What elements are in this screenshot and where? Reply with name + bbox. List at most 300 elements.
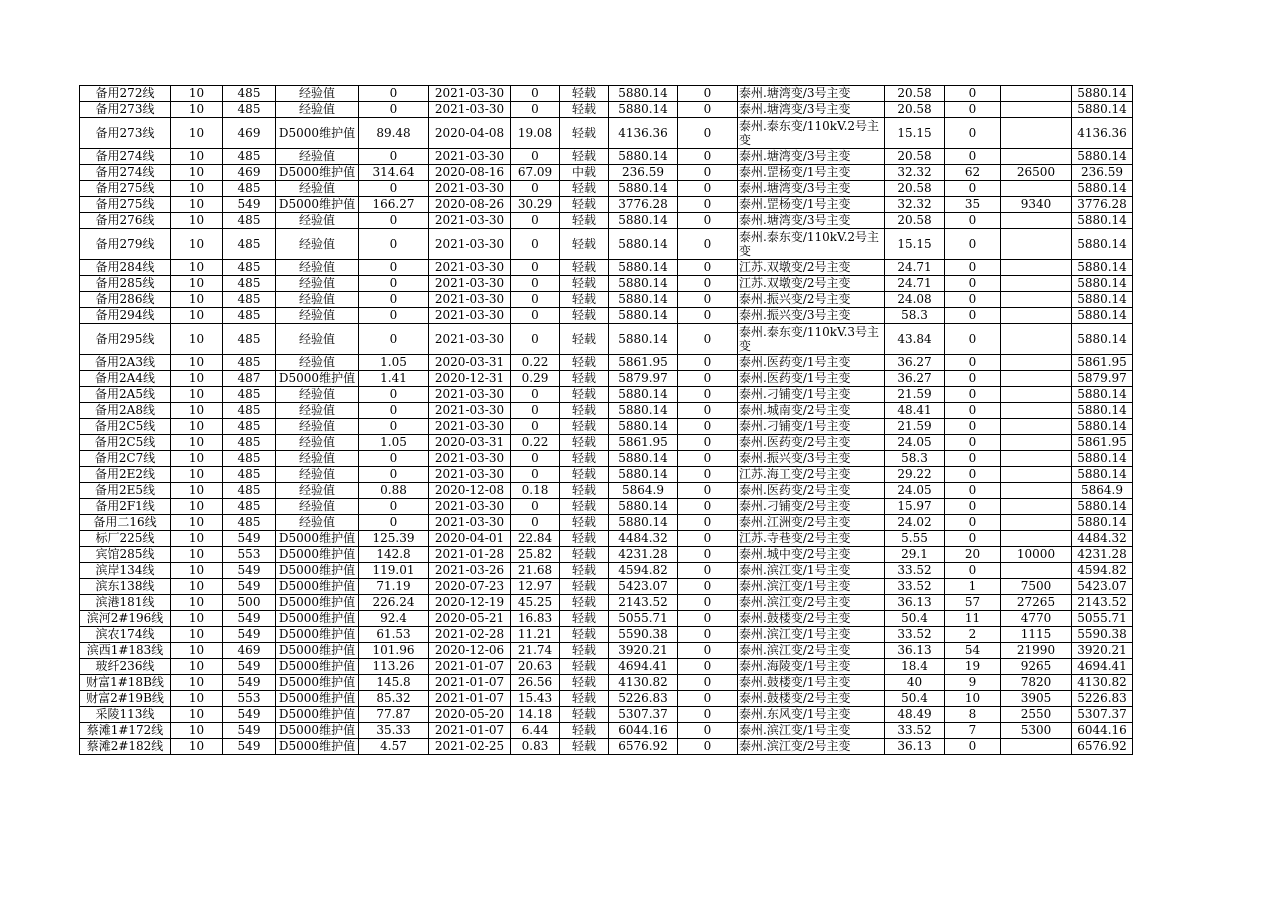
cell-date[interactable]: 2020-03-31 bbox=[429, 435, 511, 451]
cell-remaining-capacity[interactable]: 5880.14 bbox=[1072, 213, 1133, 229]
cell-transformer-load-rate[interactable]: 36.13 bbox=[885, 595, 945, 611]
cell-col-14[interactable] bbox=[1001, 739, 1072, 755]
cell-col-10[interactable]: 0 bbox=[678, 165, 738, 181]
cell-substation-transformer[interactable]: 泰州.振兴变/3号主变 bbox=[738, 308, 885, 324]
cell-col-10[interactable]: 0 bbox=[678, 451, 738, 467]
cell-available-capacity[interactable]: 5880.14 bbox=[609, 515, 678, 531]
cell-date[interactable]: 2021-03-30 bbox=[429, 229, 511, 260]
cell-load-status[interactable]: 轻载 bbox=[560, 515, 609, 531]
cell-load-rate[interactable]: 0 bbox=[511, 260, 560, 276]
cell-transformer-load-rate[interactable]: 24.71 bbox=[885, 276, 945, 292]
cell-available-capacity[interactable]: 2143.52 bbox=[609, 595, 678, 611]
cell-col-13[interactable]: 8 bbox=[945, 707, 1001, 723]
cell-substation-transformer[interactable]: 泰州.罡杨变/1号主变 bbox=[738, 197, 885, 213]
cell-date[interactable]: 2020-04-08 bbox=[429, 118, 511, 149]
cell-col-10[interactable]: 0 bbox=[678, 547, 738, 563]
cell-max-current[interactable]: 89.48 bbox=[359, 118, 429, 149]
cell-substation-transformer[interactable]: 泰州.滨江变/2号主变 bbox=[738, 595, 885, 611]
cell-col-14[interactable]: 10000 bbox=[1001, 547, 1072, 563]
cell-col-14[interactable] bbox=[1001, 308, 1072, 324]
cell-remaining-capacity[interactable]: 5307.37 bbox=[1072, 707, 1133, 723]
cell-line-name[interactable]: 滨农174线 bbox=[80, 627, 171, 643]
cell-col-13[interactable]: 9 bbox=[945, 675, 1001, 691]
cell-max-current[interactable]: 77.87 bbox=[359, 707, 429, 723]
cell-substation-transformer[interactable]: 泰州.泰东变/110kV.3号主变 bbox=[738, 324, 885, 355]
cell-col-13[interactable]: 2 bbox=[945, 627, 1001, 643]
cell-substation-transformer[interactable]: 泰州.鼓楼变/2号主变 bbox=[738, 611, 885, 627]
cell-substation-transformer[interactable]: 泰州.海陵变/1号主变 bbox=[738, 659, 885, 675]
cell-load-rate[interactable]: 0 bbox=[511, 308, 560, 324]
cell-available-capacity[interactable]: 4694.41 bbox=[609, 659, 678, 675]
cell-substation-transformer[interactable]: 泰州.滨江变/1号主变 bbox=[738, 723, 885, 739]
cell-date[interactable]: 2021-03-30 bbox=[429, 181, 511, 197]
cell-substation-transformer[interactable]: 泰州.滨江变/1号主变 bbox=[738, 579, 885, 595]
cell-remaining-capacity[interactable]: 4694.41 bbox=[1072, 659, 1133, 675]
cell-line-name[interactable]: 备用2E5线 bbox=[80, 483, 171, 499]
cell-line-name[interactable]: 蔡滩1#172线 bbox=[80, 723, 171, 739]
cell-line-name[interactable]: 宾馆285线 bbox=[80, 547, 171, 563]
cell-col-13[interactable]: 0 bbox=[945, 531, 1001, 547]
cell-date[interactable]: 2020-05-21 bbox=[429, 611, 511, 627]
cell-line-name[interactable]: 备用2A3线 bbox=[80, 355, 171, 371]
cell-rated-current[interactable]: 485 bbox=[223, 260, 276, 276]
cell-max-current[interactable]: 0 bbox=[359, 102, 429, 118]
cell-date[interactable]: 2021-01-07 bbox=[429, 659, 511, 675]
cell-col-13[interactable]: 57 bbox=[945, 595, 1001, 611]
cell-available-capacity[interactable]: 5880.14 bbox=[609, 387, 678, 403]
cell-voltage[interactable]: 10 bbox=[171, 595, 223, 611]
cell-voltage[interactable]: 10 bbox=[171, 547, 223, 563]
cell-date[interactable]: 2021-03-30 bbox=[429, 292, 511, 308]
cell-rated-current[interactable]: 485 bbox=[223, 149, 276, 165]
cell-value-source[interactable]: 经验值 bbox=[276, 181, 359, 197]
cell-available-capacity[interactable]: 5864.9 bbox=[609, 483, 678, 499]
cell-max-current[interactable]: 0.88 bbox=[359, 483, 429, 499]
cell-date[interactable]: 2021-03-30 bbox=[429, 260, 511, 276]
cell-date[interactable]: 2021-03-30 bbox=[429, 467, 511, 483]
cell-voltage[interactable]: 10 bbox=[171, 181, 223, 197]
cell-load-status[interactable]: 轻载 bbox=[560, 149, 609, 165]
cell-voltage[interactable]: 10 bbox=[171, 643, 223, 659]
cell-col-13[interactable]: 0 bbox=[945, 276, 1001, 292]
cell-voltage[interactable]: 10 bbox=[171, 451, 223, 467]
cell-voltage[interactable]: 10 bbox=[171, 102, 223, 118]
cell-date[interactable]: 2020-05-20 bbox=[429, 707, 511, 723]
cell-max-current[interactable]: 0 bbox=[359, 451, 429, 467]
cell-rated-current[interactable]: 549 bbox=[223, 659, 276, 675]
cell-col-14[interactable] bbox=[1001, 515, 1072, 531]
cell-value-source[interactable]: 经验值 bbox=[276, 229, 359, 260]
cell-date[interactable]: 2020-12-19 bbox=[429, 595, 511, 611]
cell-col-14[interactable] bbox=[1001, 531, 1072, 547]
cell-load-status[interactable]: 轻载 bbox=[560, 483, 609, 499]
cell-transformer-load-rate[interactable]: 48.41 bbox=[885, 403, 945, 419]
cell-transformer-load-rate[interactable]: 33.52 bbox=[885, 579, 945, 595]
cell-max-current[interactable]: 0 bbox=[359, 515, 429, 531]
cell-load-status[interactable]: 轻载 bbox=[560, 308, 609, 324]
cell-col-14[interactable] bbox=[1001, 435, 1072, 451]
cell-voltage[interactable]: 10 bbox=[171, 675, 223, 691]
cell-col-10[interactable]: 0 bbox=[678, 260, 738, 276]
cell-col-14[interactable] bbox=[1001, 483, 1072, 499]
cell-voltage[interactable]: 10 bbox=[171, 260, 223, 276]
cell-load-status[interactable]: 中载 bbox=[560, 165, 609, 181]
cell-rated-current[interactable]: 485 bbox=[223, 276, 276, 292]
cell-col-13[interactable]: 0 bbox=[945, 739, 1001, 755]
cell-load-rate[interactable]: 0 bbox=[511, 292, 560, 308]
cell-date[interactable]: 2020-12-06 bbox=[429, 643, 511, 659]
cell-col-14[interactable] bbox=[1001, 276, 1072, 292]
cell-load-status[interactable]: 轻载 bbox=[560, 531, 609, 547]
cell-col-10[interactable]: 0 bbox=[678, 707, 738, 723]
cell-load-status[interactable]: 轻载 bbox=[560, 213, 609, 229]
cell-col-10[interactable]: 0 bbox=[678, 579, 738, 595]
cell-substation-transformer[interactable]: 泰州.塘湾变/3号主变 bbox=[738, 213, 885, 229]
cell-available-capacity[interactable]: 5880.14 bbox=[609, 181, 678, 197]
cell-col-13[interactable]: 0 bbox=[945, 118, 1001, 149]
cell-load-rate[interactable]: 20.63 bbox=[511, 659, 560, 675]
cell-rated-current[interactable]: 549 bbox=[223, 197, 276, 213]
cell-date[interactable]: 2020-08-26 bbox=[429, 197, 511, 213]
cell-rated-current[interactable]: 485 bbox=[223, 86, 276, 102]
cell-col-10[interactable]: 0 bbox=[678, 387, 738, 403]
cell-load-rate[interactable]: 16.83 bbox=[511, 611, 560, 627]
cell-date[interactable]: 2021-03-30 bbox=[429, 451, 511, 467]
cell-remaining-capacity[interactable]: 5880.14 bbox=[1072, 324, 1133, 355]
cell-voltage[interactable]: 10 bbox=[171, 308, 223, 324]
cell-col-14[interactable]: 2550 bbox=[1001, 707, 1072, 723]
cell-load-rate[interactable]: 0 bbox=[511, 403, 560, 419]
cell-load-status[interactable]: 轻载 bbox=[560, 547, 609, 563]
cell-max-current[interactable]: 0 bbox=[359, 149, 429, 165]
cell-remaining-capacity[interactable]: 5879.97 bbox=[1072, 371, 1133, 387]
cell-remaining-capacity[interactable]: 4484.32 bbox=[1072, 531, 1133, 547]
cell-load-status[interactable]: 轻载 bbox=[560, 739, 609, 755]
cell-voltage[interactable]: 10 bbox=[171, 324, 223, 355]
cell-rated-current[interactable]: 485 bbox=[223, 403, 276, 419]
cell-col-10[interactable]: 0 bbox=[678, 739, 738, 755]
cell-col-13[interactable]: 0 bbox=[945, 308, 1001, 324]
cell-available-capacity[interactable]: 5880.14 bbox=[609, 419, 678, 435]
cell-value-source[interactable]: D5000维护值 bbox=[276, 691, 359, 707]
cell-substation-transformer[interactable]: 泰州.塘湾变/3号主变 bbox=[738, 149, 885, 165]
cell-col-13[interactable]: 35 bbox=[945, 197, 1001, 213]
cell-value-source[interactable]: D5000维护值 bbox=[276, 563, 359, 579]
cell-col-14[interactable]: 9340 bbox=[1001, 197, 1072, 213]
cell-load-rate[interactable]: 0.29 bbox=[511, 371, 560, 387]
cell-transformer-load-rate[interactable]: 21.59 bbox=[885, 387, 945, 403]
cell-col-14[interactable] bbox=[1001, 563, 1072, 579]
cell-col-13[interactable]: 0 bbox=[945, 435, 1001, 451]
cell-col-10[interactable]: 0 bbox=[678, 197, 738, 213]
cell-max-current[interactable]: 0 bbox=[359, 229, 429, 260]
cell-col-10[interactable]: 0 bbox=[678, 435, 738, 451]
cell-load-status[interactable]: 轻载 bbox=[560, 627, 609, 643]
cell-load-status[interactable]: 轻载 bbox=[560, 292, 609, 308]
cell-substation-transformer[interactable]: 泰州.塘湾变/3号主变 bbox=[738, 181, 885, 197]
cell-load-rate[interactable]: 0 bbox=[511, 213, 560, 229]
cell-load-rate[interactable]: 0 bbox=[511, 149, 560, 165]
cell-voltage[interactable]: 10 bbox=[171, 579, 223, 595]
cell-value-source[interactable]: 经验值 bbox=[276, 403, 359, 419]
cell-rated-current[interactable]: 485 bbox=[223, 308, 276, 324]
cell-date[interactable]: 2021-03-30 bbox=[429, 419, 511, 435]
cell-load-status[interactable]: 轻载 bbox=[560, 403, 609, 419]
cell-col-13[interactable]: 7 bbox=[945, 723, 1001, 739]
cell-date[interactable]: 2020-07-23 bbox=[429, 579, 511, 595]
cell-date[interactable]: 2021-03-30 bbox=[429, 403, 511, 419]
cell-value-source[interactable]: D5000维护值 bbox=[276, 595, 359, 611]
cell-load-status[interactable]: 轻载 bbox=[560, 691, 609, 707]
cell-substation-transformer[interactable]: 泰州.鼓楼变/2号主变 bbox=[738, 691, 885, 707]
cell-substation-transformer[interactable]: 泰州.城南变/2号主变 bbox=[738, 403, 885, 419]
cell-line-name[interactable]: 蔡滩2#182线 bbox=[80, 739, 171, 755]
cell-voltage[interactable]: 10 bbox=[171, 723, 223, 739]
cell-col-13[interactable]: 0 bbox=[945, 403, 1001, 419]
cell-transformer-load-rate[interactable]: 29.1 bbox=[885, 547, 945, 563]
cell-load-status[interactable]: 轻载 bbox=[560, 387, 609, 403]
cell-col-13[interactable]: 11 bbox=[945, 611, 1001, 627]
cell-load-rate[interactable]: 0 bbox=[511, 499, 560, 515]
cell-col-14[interactable] bbox=[1001, 467, 1072, 483]
cell-load-status[interactable]: 轻载 bbox=[560, 451, 609, 467]
cell-load-status[interactable]: 轻载 bbox=[560, 675, 609, 691]
cell-transformer-load-rate[interactable]: 50.4 bbox=[885, 611, 945, 627]
cell-col-14[interactable] bbox=[1001, 213, 1072, 229]
cell-available-capacity[interactable]: 5880.14 bbox=[609, 499, 678, 515]
cell-col-14[interactable] bbox=[1001, 292, 1072, 308]
cell-max-current[interactable]: 0 bbox=[359, 276, 429, 292]
cell-value-source[interactable]: 经验值 bbox=[276, 483, 359, 499]
cell-rated-current[interactable]: 485 bbox=[223, 515, 276, 531]
cell-substation-transformer[interactable]: 泰州.罡杨变/1号主变 bbox=[738, 165, 885, 181]
cell-max-current[interactable]: 0 bbox=[359, 86, 429, 102]
cell-max-current[interactable]: 1.41 bbox=[359, 371, 429, 387]
cell-col-10[interactable]: 0 bbox=[678, 371, 738, 387]
cell-date[interactable]: 2021-01-28 bbox=[429, 547, 511, 563]
cell-line-name[interactable]: 备用275线 bbox=[80, 197, 171, 213]
cell-rated-current[interactable]: 469 bbox=[223, 118, 276, 149]
cell-available-capacity[interactable]: 5307.37 bbox=[609, 707, 678, 723]
cell-col-14[interactable] bbox=[1001, 355, 1072, 371]
cell-substation-transformer[interactable]: 泰州.振兴变/2号主变 bbox=[738, 292, 885, 308]
cell-value-source[interactable]: D5000维护值 bbox=[276, 707, 359, 723]
cell-voltage[interactable]: 10 bbox=[171, 483, 223, 499]
cell-date[interactable]: 2021-03-30 bbox=[429, 213, 511, 229]
cell-available-capacity[interactable]: 4484.32 bbox=[609, 531, 678, 547]
cell-load-rate[interactable]: 26.56 bbox=[511, 675, 560, 691]
cell-load-rate[interactable]: 21.68 bbox=[511, 563, 560, 579]
cell-remaining-capacity[interactable]: 5880.14 bbox=[1072, 102, 1133, 118]
cell-col-10[interactable]: 0 bbox=[678, 499, 738, 515]
cell-voltage[interactable]: 10 bbox=[171, 435, 223, 451]
cell-col-13[interactable]: 0 bbox=[945, 213, 1001, 229]
cell-load-status[interactable]: 轻载 bbox=[560, 659, 609, 675]
cell-col-14[interactable]: 4770 bbox=[1001, 611, 1072, 627]
cell-remaining-capacity[interactable]: 236.59 bbox=[1072, 165, 1133, 181]
cell-load-status[interactable]: 轻载 bbox=[560, 118, 609, 149]
cell-transformer-load-rate[interactable]: 20.58 bbox=[885, 102, 945, 118]
cell-voltage[interactable]: 10 bbox=[171, 419, 223, 435]
cell-value-source[interactable]: D5000维护值 bbox=[276, 197, 359, 213]
cell-date[interactable]: 2020-12-31 bbox=[429, 371, 511, 387]
cell-col-14[interactable]: 7500 bbox=[1001, 579, 1072, 595]
cell-col-13[interactable]: 0 bbox=[945, 419, 1001, 435]
cell-available-capacity[interactable]: 4136.36 bbox=[609, 118, 678, 149]
cell-transformer-load-rate[interactable]: 20.58 bbox=[885, 149, 945, 165]
cell-voltage[interactable]: 10 bbox=[171, 118, 223, 149]
cell-substation-transformer[interactable]: 江苏.双墩变/2号主变 bbox=[738, 276, 885, 292]
cell-col-10[interactable]: 0 bbox=[678, 691, 738, 707]
cell-load-rate[interactable]: 25.82 bbox=[511, 547, 560, 563]
cell-max-current[interactable]: 119.01 bbox=[359, 563, 429, 579]
cell-voltage[interactable]: 10 bbox=[171, 627, 223, 643]
cell-rated-current[interactable]: 485 bbox=[223, 499, 276, 515]
cell-col-14[interactable] bbox=[1001, 451, 1072, 467]
cell-col-14[interactable] bbox=[1001, 324, 1072, 355]
cell-col-14[interactable]: 27265 bbox=[1001, 595, 1072, 611]
cell-col-13[interactable]: 19 bbox=[945, 659, 1001, 675]
cell-col-13[interactable]: 0 bbox=[945, 563, 1001, 579]
cell-voltage[interactable]: 10 bbox=[171, 467, 223, 483]
cell-load-status[interactable]: 轻载 bbox=[560, 371, 609, 387]
cell-load-rate[interactable]: 30.29 bbox=[511, 197, 560, 213]
cell-load-status[interactable]: 轻载 bbox=[560, 707, 609, 723]
cell-col-13[interactable]: 0 bbox=[945, 86, 1001, 102]
cell-value-source[interactable]: 经验值 bbox=[276, 324, 359, 355]
cell-substation-transformer[interactable]: 泰州.滨江变/1号主变 bbox=[738, 627, 885, 643]
cell-rated-current[interactable]: 485 bbox=[223, 213, 276, 229]
cell-load-status[interactable]: 轻载 bbox=[560, 499, 609, 515]
cell-line-name[interactable]: 备用275线 bbox=[80, 181, 171, 197]
cell-value-source[interactable]: D5000维护值 bbox=[276, 675, 359, 691]
cell-value-source[interactable]: 经验值 bbox=[276, 451, 359, 467]
cell-available-capacity[interactable]: 5880.14 bbox=[609, 308, 678, 324]
cell-available-capacity[interactable]: 4231.28 bbox=[609, 547, 678, 563]
cell-remaining-capacity[interactable]: 4136.36 bbox=[1072, 118, 1133, 149]
cell-load-status[interactable]: 轻载 bbox=[560, 276, 609, 292]
cell-rated-current[interactable]: 549 bbox=[223, 611, 276, 627]
cell-rated-current[interactable]: 485 bbox=[223, 435, 276, 451]
cell-col-10[interactable]: 0 bbox=[678, 324, 738, 355]
cell-col-14[interactable] bbox=[1001, 387, 1072, 403]
cell-max-current[interactable]: 145.8 bbox=[359, 675, 429, 691]
cell-value-source[interactable]: 经验值 bbox=[276, 308, 359, 324]
cell-load-status[interactable]: 轻载 bbox=[560, 579, 609, 595]
cell-remaining-capacity[interactable]: 5423.07 bbox=[1072, 579, 1133, 595]
cell-col-10[interactable]: 0 bbox=[678, 292, 738, 308]
cell-date[interactable]: 2020-04-01 bbox=[429, 531, 511, 547]
cell-date[interactable]: 2021-03-30 bbox=[429, 102, 511, 118]
cell-col-13[interactable]: 10 bbox=[945, 691, 1001, 707]
cell-value-source[interactable]: 经验值 bbox=[276, 260, 359, 276]
cell-available-capacity[interactable]: 4594.82 bbox=[609, 563, 678, 579]
cell-transformer-load-rate[interactable]: 21.59 bbox=[885, 419, 945, 435]
cell-remaining-capacity[interactable]: 6044.16 bbox=[1072, 723, 1133, 739]
cell-load-rate[interactable]: 12.97 bbox=[511, 579, 560, 595]
cell-rated-current[interactable]: 549 bbox=[223, 707, 276, 723]
cell-available-capacity[interactable]: 5880.14 bbox=[609, 451, 678, 467]
cell-max-current[interactable]: 0 bbox=[359, 419, 429, 435]
cell-value-source[interactable]: D5000维护值 bbox=[276, 611, 359, 627]
cell-date[interactable]: 2021-01-07 bbox=[429, 723, 511, 739]
cell-substation-transformer[interactable]: 泰州.医药变/1号主变 bbox=[738, 355, 885, 371]
cell-col-10[interactable]: 0 bbox=[678, 86, 738, 102]
cell-value-source[interactable]: 经验值 bbox=[276, 467, 359, 483]
cell-line-name[interactable]: 滨河2#196线 bbox=[80, 611, 171, 627]
cell-col-13[interactable]: 62 bbox=[945, 165, 1001, 181]
cell-col-14[interactable] bbox=[1001, 403, 1072, 419]
cell-load-rate[interactable]: 14.18 bbox=[511, 707, 560, 723]
cell-substation-transformer[interactable]: 泰州.医药变/2号主变 bbox=[738, 483, 885, 499]
cell-date[interactable]: 2021-03-30 bbox=[429, 324, 511, 355]
cell-available-capacity[interactable]: 5880.14 bbox=[609, 149, 678, 165]
cell-remaining-capacity[interactable]: 5880.14 bbox=[1072, 181, 1133, 197]
cell-load-status[interactable]: 轻载 bbox=[560, 595, 609, 611]
cell-line-name[interactable]: 备用2A8线 bbox=[80, 403, 171, 419]
cell-rated-current[interactable]: 485 bbox=[223, 467, 276, 483]
cell-remaining-capacity[interactable]: 5880.14 bbox=[1072, 229, 1133, 260]
cell-rated-current[interactable]: 485 bbox=[223, 292, 276, 308]
cell-available-capacity[interactable]: 5880.14 bbox=[609, 276, 678, 292]
cell-date[interactable]: 2020-12-08 bbox=[429, 483, 511, 499]
cell-substation-transformer[interactable]: 泰州.塘湾变/3号主变 bbox=[738, 86, 885, 102]
cell-value-source[interactable]: 经验值 bbox=[276, 276, 359, 292]
cell-value-source[interactable]: 经验值 bbox=[276, 355, 359, 371]
cell-max-current[interactable]: 61.53 bbox=[359, 627, 429, 643]
cell-available-capacity[interactable]: 236.59 bbox=[609, 165, 678, 181]
cell-transformer-load-rate[interactable]: 58.3 bbox=[885, 308, 945, 324]
cell-voltage[interactable]: 10 bbox=[171, 371, 223, 387]
cell-line-name[interactable]: 备用273线 bbox=[80, 118, 171, 149]
cell-transformer-load-rate[interactable]: 15.15 bbox=[885, 229, 945, 260]
cell-line-name[interactable]: 备用294线 bbox=[80, 308, 171, 324]
cell-load-rate[interactable]: 0 bbox=[511, 276, 560, 292]
cell-voltage[interactable]: 10 bbox=[171, 86, 223, 102]
cell-line-name[interactable]: 滨岸134线 bbox=[80, 563, 171, 579]
cell-col-14[interactable]: 5300 bbox=[1001, 723, 1072, 739]
cell-remaining-capacity[interactable]: 5861.95 bbox=[1072, 355, 1133, 371]
cell-transformer-load-rate[interactable]: 24.71 bbox=[885, 260, 945, 276]
cell-max-current[interactable]: 35.33 bbox=[359, 723, 429, 739]
cell-col-14[interactable]: 9265 bbox=[1001, 659, 1072, 675]
cell-rated-current[interactable]: 485 bbox=[223, 181, 276, 197]
cell-line-name[interactable]: 滨港181线 bbox=[80, 595, 171, 611]
cell-max-current[interactable]: 314.64 bbox=[359, 165, 429, 181]
cell-remaining-capacity[interactable]: 6576.92 bbox=[1072, 739, 1133, 755]
cell-load-status[interactable]: 轻载 bbox=[560, 260, 609, 276]
cell-remaining-capacity[interactable]: 5861.95 bbox=[1072, 435, 1133, 451]
cell-remaining-capacity[interactable]: 2143.52 bbox=[1072, 595, 1133, 611]
cell-available-capacity[interactable]: 3920.21 bbox=[609, 643, 678, 659]
cell-transformer-load-rate[interactable]: 29.22 bbox=[885, 467, 945, 483]
cell-load-rate[interactable]: 0 bbox=[511, 387, 560, 403]
cell-line-name[interactable]: 备用295线 bbox=[80, 324, 171, 355]
cell-line-name[interactable]: 标厂225线 bbox=[80, 531, 171, 547]
cell-rated-current[interactable]: 500 bbox=[223, 595, 276, 611]
cell-voltage[interactable]: 10 bbox=[171, 707, 223, 723]
cell-col-10[interactable]: 0 bbox=[678, 531, 738, 547]
cell-line-name[interactable]: 玻纤236线 bbox=[80, 659, 171, 675]
cell-line-name[interactable]: 备用2C7线 bbox=[80, 451, 171, 467]
cell-col-10[interactable]: 0 bbox=[678, 483, 738, 499]
cell-load-rate[interactable]: 0 bbox=[511, 515, 560, 531]
cell-max-current[interactable]: 0 bbox=[359, 387, 429, 403]
cell-substation-transformer[interactable]: 泰州.塘湾变/3号主变 bbox=[738, 102, 885, 118]
cell-substation-transformer[interactable]: 泰州.鼓楼变/1号主变 bbox=[738, 675, 885, 691]
cell-line-name[interactable]: 备用二16线 bbox=[80, 515, 171, 531]
cell-value-source[interactable]: D5000维护值 bbox=[276, 739, 359, 755]
